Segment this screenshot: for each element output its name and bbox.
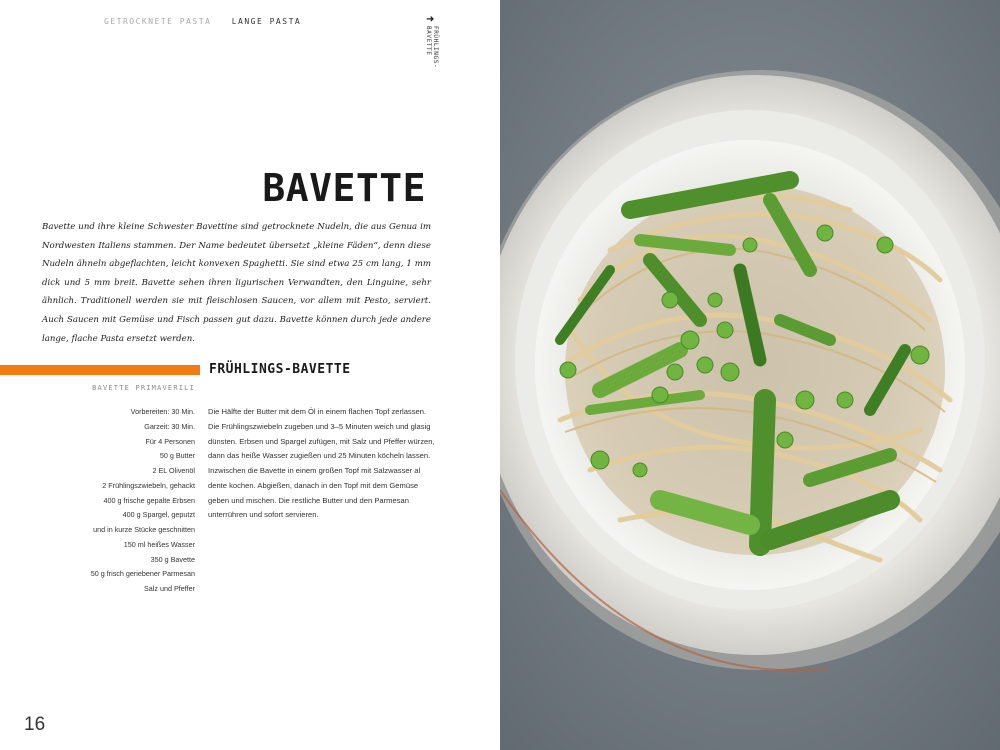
- ingredient-item: Für 4 Personen: [145, 436, 195, 446]
- header-section-current: LANGE PASTA: [231, 17, 302, 26]
- ingredient-item: 150 ml heißes Wasser: [123, 539, 195, 549]
- recipe-original-name: BAVETTE PRIMAVERILI: [92, 384, 195, 392]
- page-number: 16: [24, 714, 46, 735]
- side-tab-label: FRÜHLINGS-BAVETTE: [425, 26, 439, 69]
- ingredient-item: 50 g frisch geriebener Parmesan: [90, 569, 195, 579]
- ingredients-list: [91, 405, 195, 597]
- page-title: BAVETTE: [262, 166, 426, 210]
- arrow-right-icon: ➜: [426, 14, 435, 25]
- ingredient-item: 2 Frühlingszwiebeln, gehackt: [102, 480, 195, 490]
- ingredient-item: 400 g frische gepalte Erbsen: [103, 495, 195, 505]
- accent-bar: [0, 365, 200, 374]
- ingredient-item: und in kurze Stücke geschnitten: [93, 525, 195, 534]
- recipe-title: FRÜHLINGS-BAVETTE: [209, 362, 351, 377]
- intro-text: Bavette und ihre kleine Schwester Bavettine sind getrocknete Nudeln, die aus Genua im Nordwesten Italiens stammen. Der Name bedeutet übersetzt „kleine Fäden“, denn diese Nudeln ähneln abgeflachten, leicht konvexen Spaghetti. Sie sind etwa 25 cm lang, 1 mm dick und 5 mm breit. Bavette sehen ihren ligurischen Verwandten, den Linguine, sehr ähnlich. Traditionell werden sie mit fleischlosen Saucen, vor allem mit Pesto, serviert. Auch Saucen mit Gemüse und Fisch passen gut dazu. Bavette können durch jede andere lange, flache Pasta ersetzt werden.: [42, 222, 431, 344]
- running-header: [104, 17, 301, 26]
- ingredient-item: 2 EL Olivenöl: [152, 466, 195, 475]
- ingredient-item: 50 g Butter: [159, 451, 195, 461]
- ingredient-item: Vorbereiten: 30 Min.: [130, 407, 195, 416]
- ingredient-item: Salz und Pfeffer: [143, 584, 195, 593]
- side-tab: [424, 14, 439, 88]
- ingredient-item: 350 g Bavette: [150, 554, 195, 564]
- method-text: Die Hälfte der Butter mit dem Öl in einem flachen Topf zerlassen. Die Frühlingszwiebeln zugeben und 3–5 Minuten weich und glasig dünsten. Erbsen und Spargel zufügen, mit Salz und Pfeffer würzen, dann das heiße Wasser zugießen und 25 Minuten köcheln lassen. Inzwischen die Bavette in einem großen Topf mit Salzwasser al dente kochen. Abgießen, danach in den Topf mit dem Gemüse geben und mischen. Die restliche Butter und den Parmesan unterrühren und sofort servieren.: [208, 407, 435, 520]
- ingredient-item: 400 g Spargel, geputzt: [122, 510, 195, 520]
- ingredient-item: Garzeit: 30 Min.: [144, 421, 195, 431]
- pasta-dish-photo: [500, 0, 1000, 750]
- header-section-prev: GETROCKNETE PASTA: [104, 17, 212, 26]
- accent-line: [0, 374, 200, 375]
